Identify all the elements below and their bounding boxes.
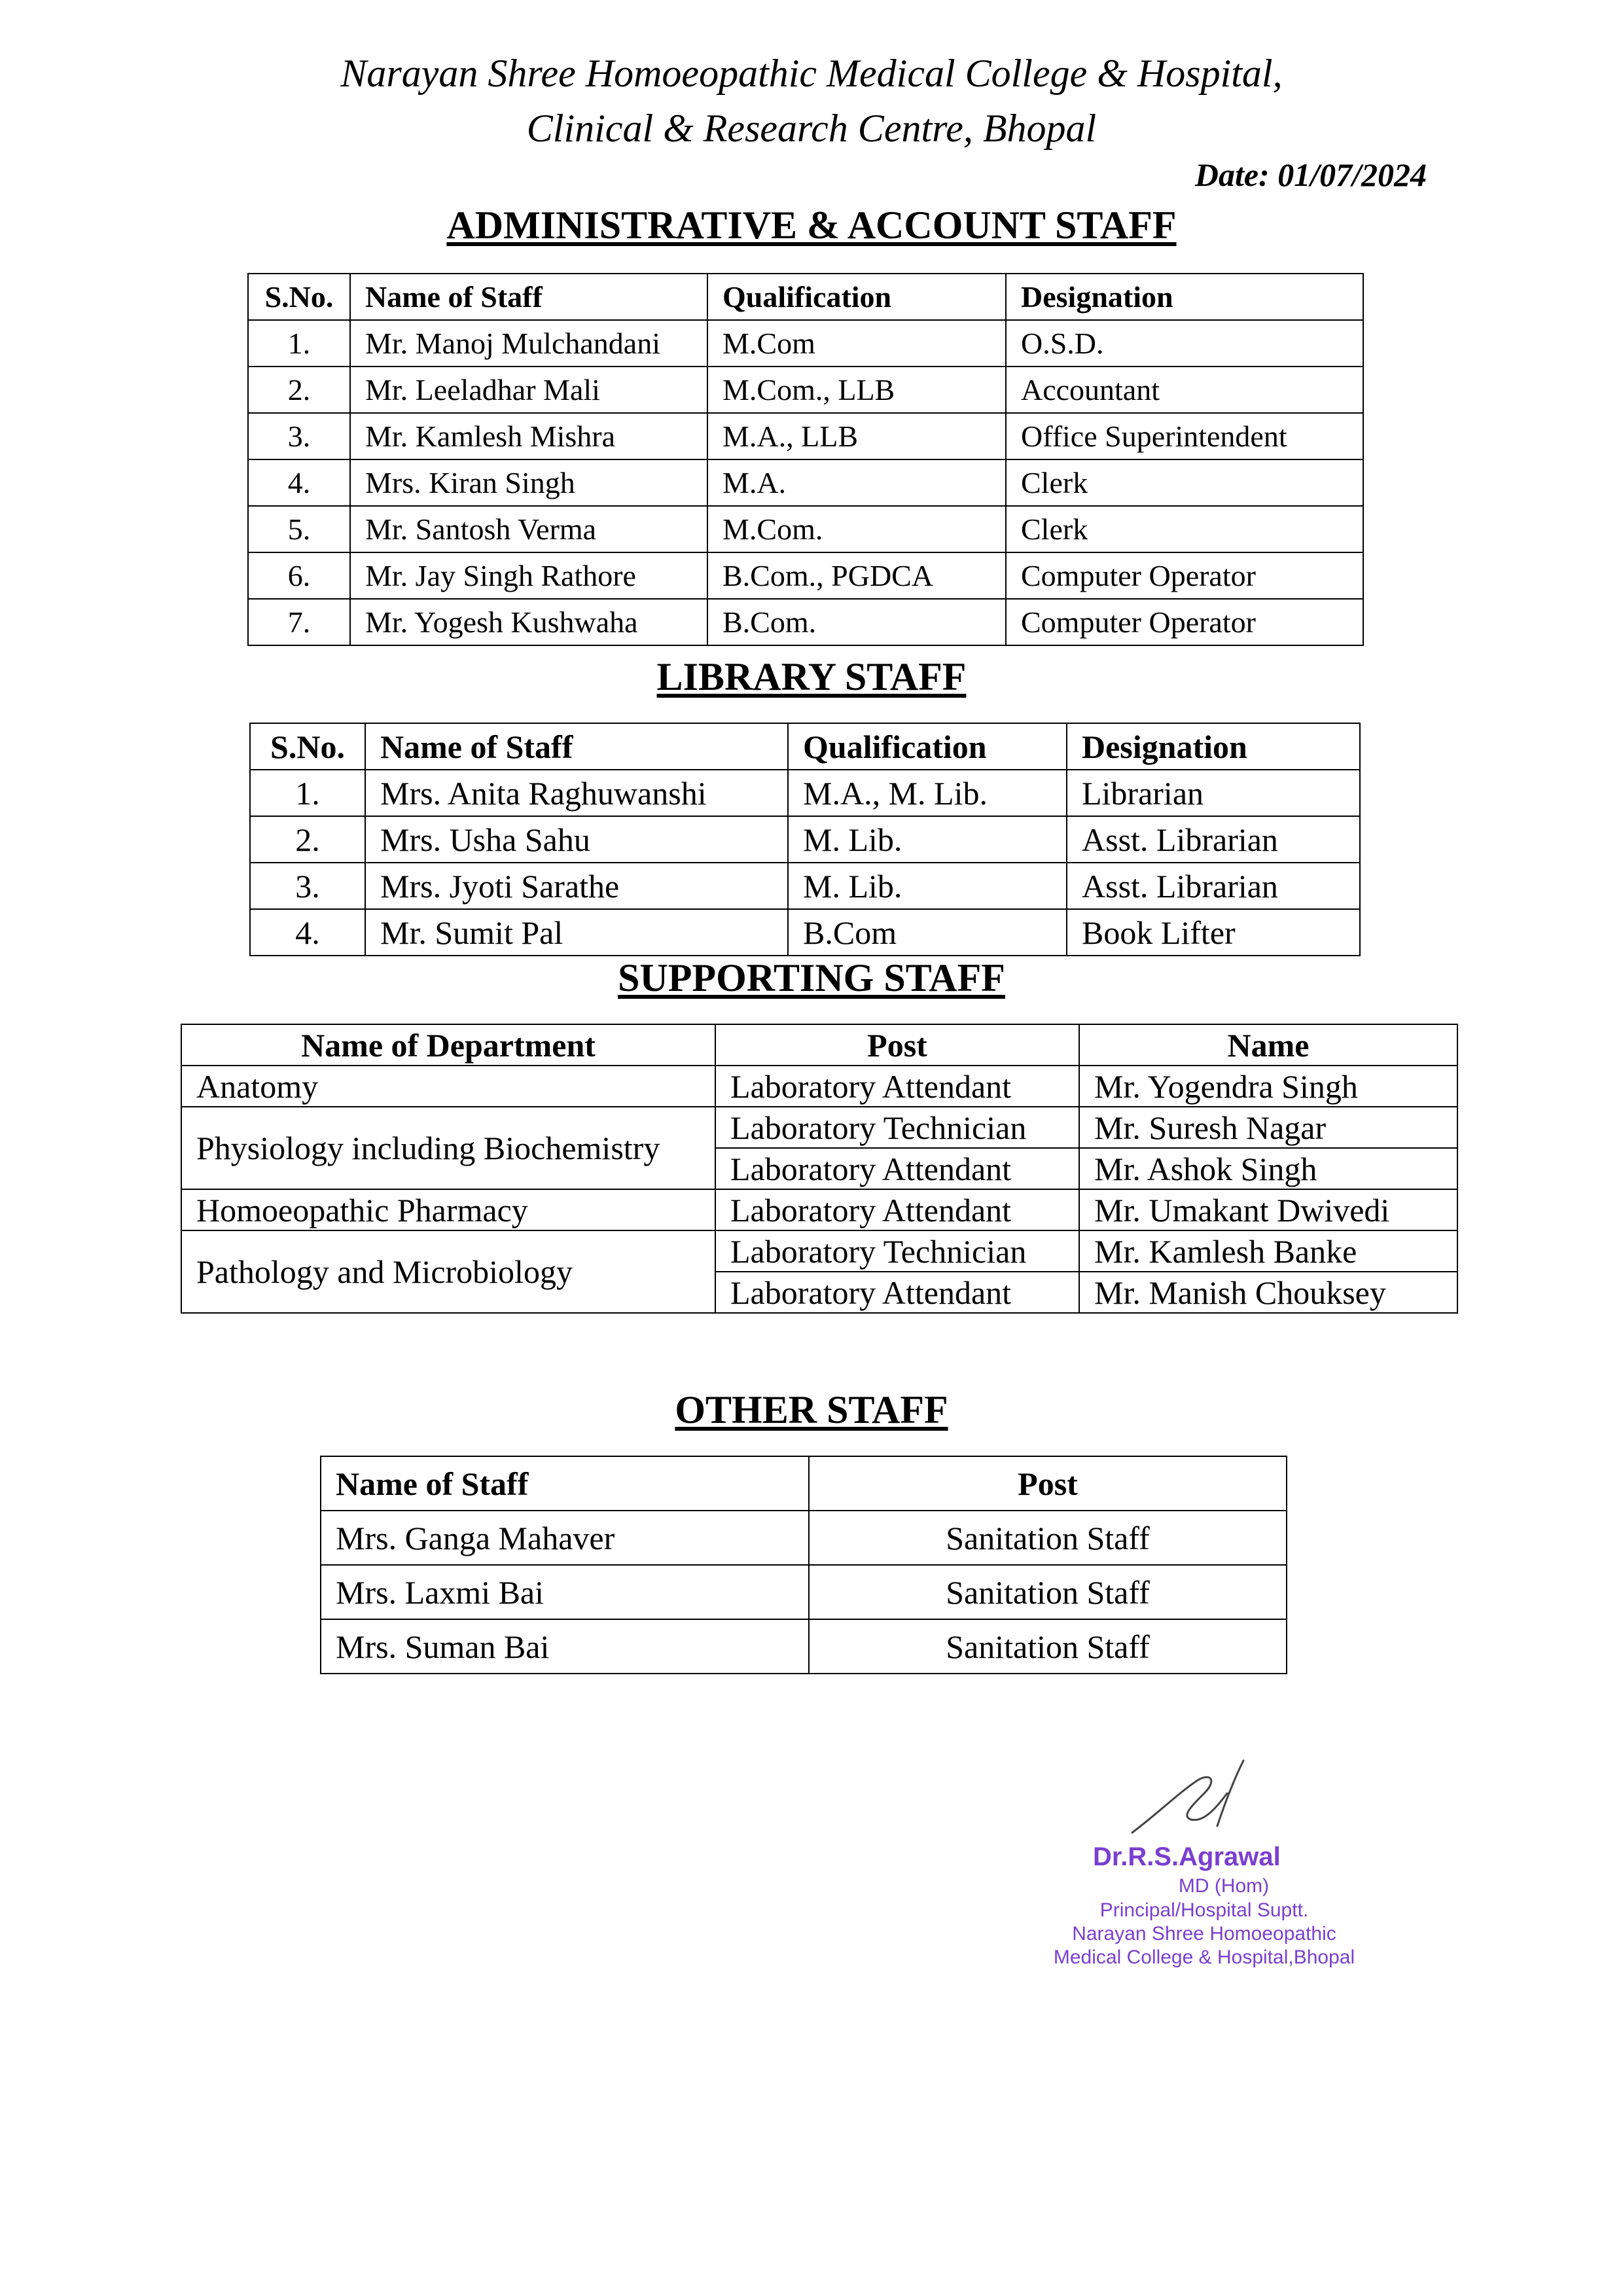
col-name: Name of Staff [350,274,707,320]
signatory-institution-2: Medical College & Hospital,Bhopal [1053,1946,1355,1968]
cell-designation: Asst. Librarian [1067,816,1360,863]
admin-staff-table [247,273,1364,646]
cell-post: Laboratory Technician [715,1107,1079,1148]
table-row [248,599,1363,645]
cell-designation: Asst. Librarian [1067,863,1360,909]
cell-post: Laboratory Attendant [715,1189,1079,1230]
cell-name: Mr. Sumit Pal [365,909,788,956]
table-row [248,506,1363,552]
cell-post: Sanitation Staff [809,1619,1287,1674]
cell-department: Anatomy [181,1066,715,1107]
cell-sno: 5. [248,506,350,552]
table-row [181,1107,1457,1148]
cell-name: Mrs. Jyoti Sarathe [365,863,788,909]
table-row [321,1619,1287,1674]
cell-qualification: M.Com., LLB [707,367,1006,413]
col-designation: Designation [1067,723,1360,770]
other-staff-table [320,1456,1287,1674]
cell-name: Mr. Santosh Verma [350,506,707,552]
cell-qualification: B.Com., PGDCA [707,552,1006,599]
cell-name: Mr. Umakant Dwivedi [1079,1189,1457,1230]
cell-sno: 3. [248,413,350,459]
table-row [181,1189,1457,1230]
col-qualification: Qualification [788,723,1067,770]
document-date: Date: 01/07/2024 [1194,156,1427,193]
table-row [248,367,1363,413]
cell-designation: Librarian [1067,770,1360,816]
cell-designation: Office Superintendent [1006,413,1363,459]
cell-name: Mrs. Usha Sahu [365,816,788,863]
cell-name: Mr. Leeladhar Mali [350,367,707,413]
signatory-degree: MD (Hom) [1178,1875,1270,1897]
cell-designation: Book Lifter [1067,909,1360,956]
col-post: Post [809,1456,1287,1511]
cell-name: Mr. Manish Chouksey [1079,1272,1457,1313]
cell-name: Mrs. Laxmi Bai [321,1565,809,1619]
college-name: Narayan Shree Homoeopathic Medical College & Hospital, [340,52,1283,95]
cell-designation: Clerk [1006,459,1363,506]
col-sno: S.No. [250,723,365,770]
cell-name: Mr. Kamlesh Banke [1079,1230,1457,1272]
col-name: Name of Staff [321,1456,809,1511]
cell-name: Mr. Yogesh Kushwaha [350,599,707,645]
supporting-staff-table [181,1024,1458,1314]
signatory-institution-1: Narayan Shree Homoeopathic [1072,1923,1336,1945]
table-row [321,1511,1287,1565]
cell-sno: 4. [250,909,365,956]
cell-name: Mr. Ashok Singh [1079,1148,1457,1189]
table-row [181,1230,1457,1272]
col-post: Post [715,1024,1079,1066]
cell-qualification: M.Com [707,320,1006,367]
table-row [181,1066,1457,1107]
cell-designation: Accountant [1006,367,1363,413]
table-header-row [248,274,1363,320]
cell-post: Laboratory Attendant [715,1066,1079,1107]
col-department: Name of Department [181,1024,715,1066]
cell-qualification: M.Com. [707,506,1006,552]
table-row [248,459,1363,506]
cell-qualification: B.Com. [707,599,1006,645]
table-row [248,552,1363,599]
table-row [248,413,1363,459]
cell-name: Mrs. Kiran Singh [350,459,707,506]
admin-section-title: ADMINISTRATIVE & ACCOUNT STAFF [446,204,1177,247]
cell-name: Mr. Suresh Nagar [1079,1107,1457,1148]
cell-sno: 3. [250,863,365,909]
cell-post: Sanitation Staff [809,1565,1287,1619]
table-row [248,320,1363,367]
cell-post: Laboratory Technician [715,1230,1079,1272]
cell-designation: Computer Operator [1006,552,1363,599]
col-name: Name of Staff [365,723,788,770]
col-designation: Designation [1006,274,1363,320]
signatory-title: Principal/Hospital Suptt. [1099,1899,1309,1921]
cell-sno: 6. [248,552,350,599]
cell-sno: 2. [248,367,350,413]
cell-qualification: B.Com [788,909,1067,956]
cell-qualification: M.A., M. Lib. [788,770,1067,816]
cell-name: Mr. Kamlesh Mishra [350,413,707,459]
cell-name: Mr. Manoj Mulchandani [350,320,707,367]
cell-sno: 1. [248,320,350,367]
col-qualification: Qualification [707,274,1006,320]
other-section-title: OTHER STAFF [675,1388,948,1431]
cell-name: Mrs. Anita Raghuwanshi [365,770,788,816]
table-header-row [250,723,1360,770]
table-row [250,863,1360,909]
cell-name: Mrs. Suman Bai [321,1619,809,1674]
cell-post: Laboratory Attendant [715,1272,1079,1313]
cell-sno: 4. [248,459,350,506]
cell-post: Sanitation Staff [809,1511,1287,1565]
table-row [250,909,1360,956]
cell-name: Mr. Yogendra Singh [1079,1066,1457,1107]
cell-qualification: M. Lib. [788,863,1067,909]
cell-sno: 1. [250,770,365,816]
college-subtitle: Clinical & Research Centre, Bhopal [526,107,1097,150]
cell-sno: 2. [250,816,365,863]
cell-department: Physiology including Biochemistry [181,1107,715,1189]
cell-qualification: M. Lib. [788,816,1067,863]
cell-post: Laboratory Attendant [715,1148,1079,1189]
library-staff-table [249,723,1361,956]
cell-designation: Computer Operator [1006,599,1363,645]
col-sno: S.No. [248,274,350,320]
table-row [250,770,1360,816]
cell-department: Pathology and Microbiology [181,1230,715,1313]
table-header-row [181,1024,1457,1066]
signatory-name: Dr.R.S.Agrawal [1093,1842,1281,1871]
cell-name: Mrs. Ganga Mahaver [321,1511,809,1565]
cell-name: Mr. Jay Singh Rathore [350,552,707,599]
table-row [250,816,1360,863]
library-section-title: LIBRARY STAFF [656,655,967,698]
cell-qualification: M.A., LLB [707,413,1006,459]
handwritten-signature-icon [1119,1754,1263,1852]
cell-department: Homoeopathic Pharmacy [181,1189,715,1230]
cell-qualification: M.A. [707,459,1006,506]
cell-sno: 7. [248,599,350,645]
cell-designation: Clerk [1006,506,1363,552]
principal-signature-stamp [1021,1754,1387,1977]
cell-designation: O.S.D. [1006,320,1363,367]
col-name: Name [1079,1024,1457,1066]
supporting-section-title: SUPPORTING STAFF [618,956,1005,999]
table-header-row [321,1456,1287,1511]
table-row [321,1565,1287,1619]
